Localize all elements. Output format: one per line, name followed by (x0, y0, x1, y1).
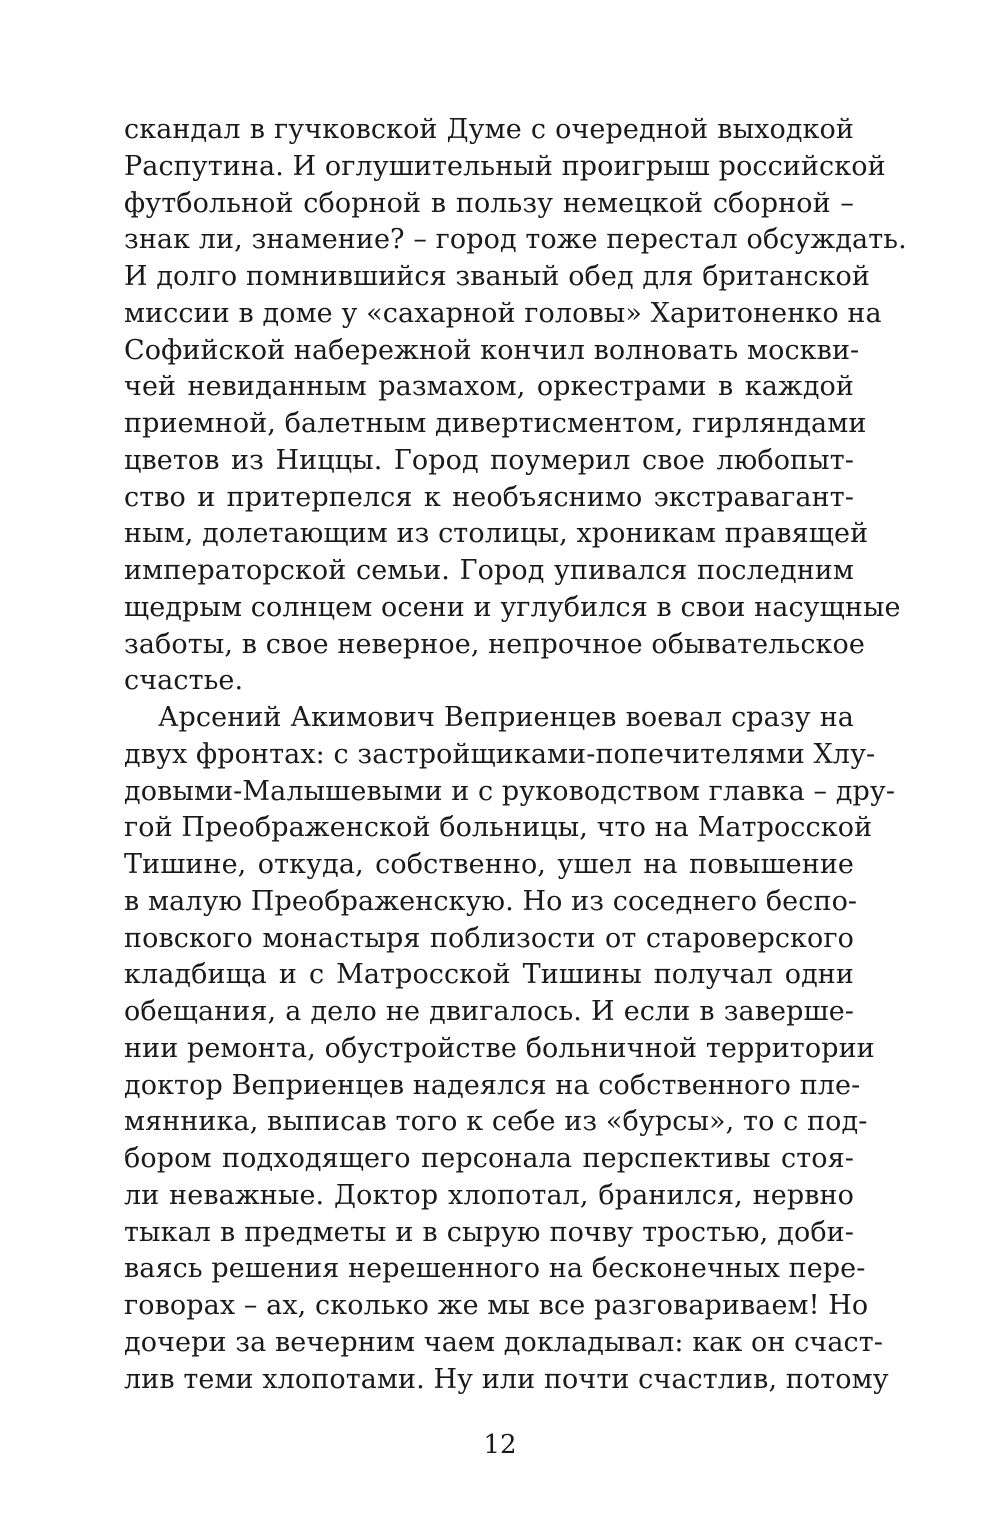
paragraph-end-line: счастье. (124, 665, 244, 697)
text-line: заботы, в свое неверное, непрочное обывательское (124, 628, 865, 660)
paragraph-start-line: Арсений Акимович Веприенцев воевал сразу на (158, 702, 854, 733)
text-line: говорах – ах, сколько же мы все разговариваем! Но (124, 1290, 869, 1321)
text-line: приемной, балетным дивертисментом, гирляндами (124, 408, 867, 439)
body-text (124, 112, 907, 1398)
text-line: знак ли, знамение? – город тоже перестал обсуждать. (124, 224, 907, 256)
text-line: цветов из Ниццы. Город поумерил свое любопыт- (124, 444, 854, 476)
text-line: Распутина. И оглушительный проигрыш российской (124, 150, 886, 182)
text-line: миссии в доме у «сахарной головы» Харитоненко на (124, 297, 882, 329)
text-line: Софийской набережной кончил волновать москви- (124, 334, 860, 366)
text-line: Тишине, откуда, собственно, ушел на повышение (124, 849, 854, 880)
text-line: футбольной сборной в пользу немецкой сборной – (124, 187, 854, 219)
text-line: ным, долетающим из столицы, хроникам правящей (124, 518, 869, 550)
text-line: скандал в гучковской Думе с очередной выходкой (124, 114, 854, 145)
text-line: чей невиданным размахом, оркестрами в каждой (124, 371, 854, 403)
text-line: бором подходящего персонала перспективы стоя- (124, 1143, 854, 1174)
text-line: кладбища и с Матросской Тишины получал одни (124, 959, 854, 991)
text-line: доктор Веприенцев надеялся на собственного пле- (124, 1069, 861, 1101)
page-number: 12 (483, 1430, 517, 1460)
text-line: И долго помнившийся званый обед для британской (124, 261, 871, 292)
text-line: мянника, выписав того к себе из «бурсы», то с под- (124, 1106, 868, 1138)
text-line: дочери за вечерним чаем докладывал: как он счаст- (124, 1326, 884, 1358)
text-line: двух фронтах: с застройщиками-попечителями Хлу- (124, 738, 876, 770)
text-line: лив теми хлопотами. Ну или почти счастлив, потому (124, 1363, 889, 1395)
text-line: ство и притерпелся к необъяснимо экстравагант- (124, 481, 854, 513)
text-line: обещания, а дело не двигалось. И если в заверше- (124, 996, 854, 1027)
text-line: в малую Преображенскую. Но из соседнего беспо- (124, 885, 858, 917)
text-line: гой Преображенской больницы, что на Матросской (124, 812, 873, 844)
text-line: императорской семьи. Город упивался последним (124, 555, 854, 586)
text-line: довыми-Малышевыми и с руководством главка – дру- (124, 775, 896, 807)
text-line: повского монастыря поблизости от староверского (124, 922, 854, 954)
text-line: ваясь решения нерешенного на бесконечных пере- (124, 1253, 866, 1285)
text-line: нии ремонта, обустройстве больничной территории (124, 1032, 875, 1064)
text-line: тыкал в предметы и в сырую почву тростью, доби- (124, 1216, 854, 1248)
text-line: ли неважные. Доктор хлопотал, бранился, нервно (124, 1179, 854, 1211)
text-line: щедрым солнцем осени и углубился в свои насущные (124, 591, 901, 623)
